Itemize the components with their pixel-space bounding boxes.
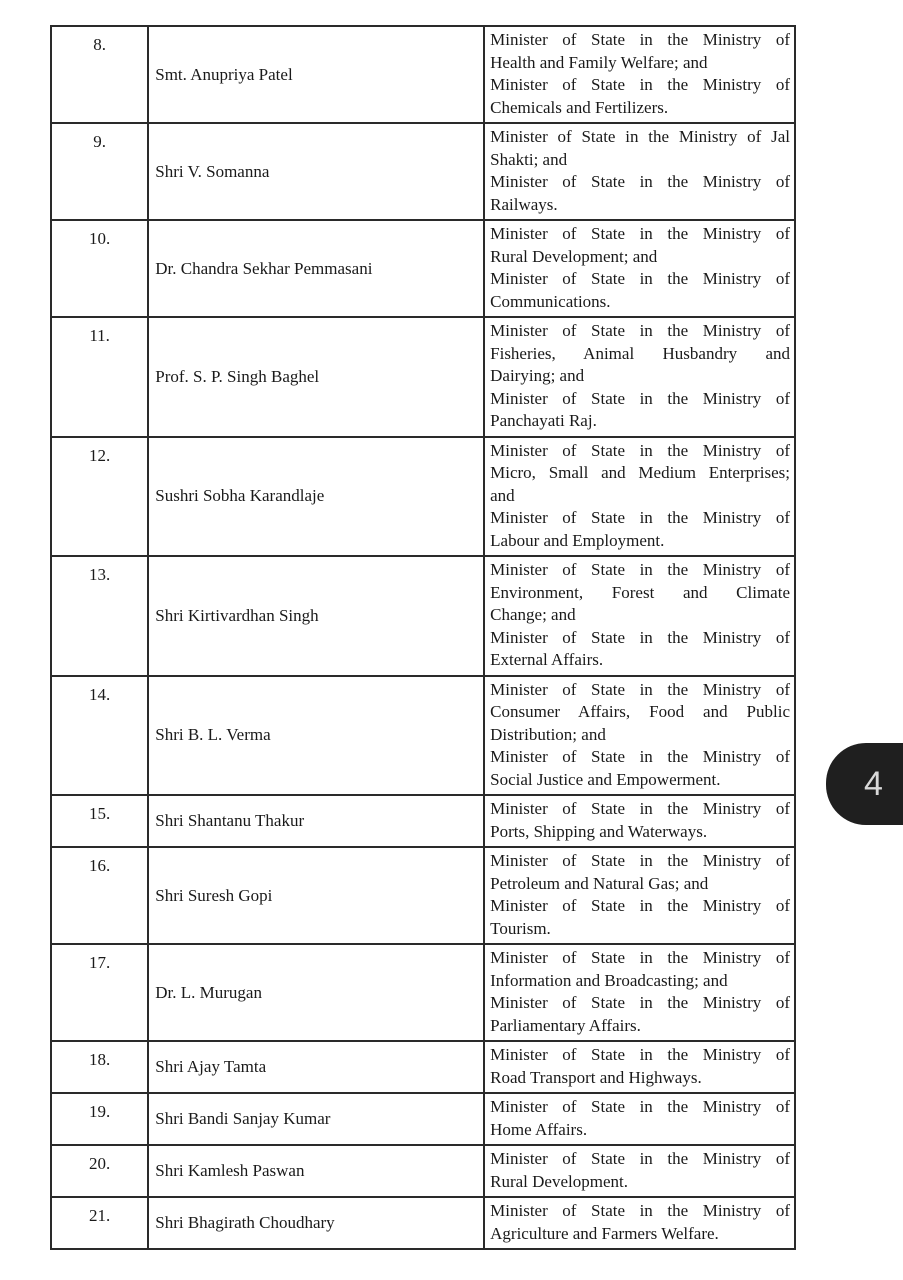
- table-row: [51, 676, 795, 796]
- portfolio-line: Minister of State in the Ministry of: [490, 747, 790, 766]
- serial-number: 16.: [51, 847, 148, 944]
- portfolio-line: Petroleum and Natural Gas; and: [490, 873, 709, 893]
- portfolio: [484, 676, 795, 796]
- portfolio-line: External Affairs.: [490, 650, 604, 669]
- table-row: [51, 556, 795, 676]
- serial-number: 19.: [51, 1093, 148, 1145]
- portfolio-line: Minister of State in the Ministry of: [490, 508, 790, 527]
- portfolio-line: Shakti; and: [490, 149, 568, 169]
- portfolio-line: and: [490, 485, 515, 505]
- portfolio-line: Dairying; and: [490, 366, 585, 385]
- serial-number: 11.: [51, 317, 148, 437]
- table-row: [51, 437, 795, 557]
- portfolio-line: Micro, Small and Medium Enterprises;: [490, 463, 790, 482]
- portfolio-line: Environment, Forest and Climate: [490, 582, 790, 602]
- minister-name: Smt. Anupriya Patel: [148, 26, 484, 123]
- portfolio-line: Minister of State in the Ministry of: [490, 679, 790, 699]
- portfolio: [484, 437, 795, 557]
- minister-name: Shri Suresh Gopi: [148, 847, 484, 944]
- portfolio-line: Ports, Shipping and Waterways.: [490, 821, 708, 841]
- portfolio-line: Minister of State in the Ministry of: [490, 388, 790, 408]
- ministers-table: [50, 25, 796, 1250]
- portfolio: [484, 1041, 795, 1093]
- minister-name: Shri Ajay Tamta: [148, 1041, 484, 1093]
- minister-name: Shri Bandi Sanjay Kumar: [148, 1093, 484, 1145]
- serial-number: 9.: [51, 123, 148, 220]
- portfolio-line: Minister of State in the Ministry of: [490, 321, 790, 340]
- portfolio-line: Chemicals and Fertilizers.: [490, 97, 669, 117]
- table-row: [51, 1197, 795, 1249]
- portfolio: [484, 795, 795, 847]
- portfolio-line: Minister of State in the Ministry of: [490, 75, 790, 94]
- portfolio-line: Home Affairs.: [490, 1119, 588, 1139]
- minister-name: Shri Shantanu Thakur: [148, 795, 484, 847]
- table-row: [51, 1145, 795, 1197]
- minister-name: Dr. L. Murugan: [148, 944, 484, 1041]
- table-row: [51, 795, 795, 847]
- portfolio-line: Parliamentary Affairs.: [490, 1015, 641, 1035]
- serial-number: 12.: [51, 437, 148, 557]
- serial-number: 17.: [51, 944, 148, 1041]
- table-row: [51, 26, 795, 123]
- portfolio-line: Information and Broadcasting; and: [490, 970, 728, 990]
- portfolio-line: Minister of State in the Ministry of: [490, 1097, 790, 1116]
- portfolio: [484, 317, 795, 437]
- portfolio-line: Labour and Employment.: [490, 530, 665, 550]
- portfolio-line: Minister of State in the Ministry of: [490, 948, 790, 967]
- portfolio-line: Minister of State in the Ministry of: [490, 993, 790, 1012]
- portfolio-line: Fisheries, Animal Husbandry and: [490, 343, 790, 363]
- serial-number: 14.: [51, 676, 148, 796]
- table-row: [51, 220, 795, 317]
- portfolio-line: Minister of State in the Ministry of: [490, 1201, 790, 1220]
- portfolio-line: Minister of State in the Ministry of: [490, 30, 790, 49]
- portfolio: [484, 1197, 795, 1249]
- portfolio-line: Minister of State in the Ministry of: [490, 440, 790, 460]
- serial-number: 18.: [51, 1041, 148, 1093]
- minister-name: Shri V. Somanna: [148, 123, 484, 220]
- portfolio-line: Minister of State in the Ministry of: [490, 896, 790, 915]
- portfolio-line: Panchayati Raj.: [490, 411, 597, 430]
- minister-name: Shri B. L. Verma: [148, 676, 484, 796]
- portfolio-line: Tourism.: [490, 918, 551, 938]
- serial-number: 20.: [51, 1145, 148, 1197]
- portfolio-line: Minister of State in the Ministry of: [490, 269, 790, 288]
- portfolio-line: Change; and: [490, 605, 576, 624]
- portfolio-line: Minister of State in the Ministry of: [490, 224, 790, 243]
- minister-name: Sushri Sobha Karandlaje: [148, 437, 484, 557]
- portfolio-line: Minister of State in the Ministry of Jal: [490, 127, 790, 146]
- portfolio-line: Minister of State in the Ministry of: [490, 560, 790, 579]
- portfolio-line: Minister of State in the Ministry of: [490, 627, 790, 647]
- serial-number: 21.: [51, 1197, 148, 1249]
- table-row: [51, 1041, 795, 1093]
- minister-name: Shri Kamlesh Paswan: [148, 1145, 484, 1197]
- portfolio: [484, 944, 795, 1041]
- page-number-badge: 4: [826, 743, 903, 825]
- portfolio-line: Rural Development; and: [490, 246, 658, 266]
- portfolio-line: Communications.: [490, 291, 611, 311]
- portfolio-line: Railways.: [490, 194, 558, 214]
- table-row: [51, 847, 795, 944]
- serial-number: 10.: [51, 220, 148, 317]
- portfolio-line: Minister of State in the Ministry of: [490, 1045, 790, 1064]
- minister-name: Shri Bhagirath Choudhary: [148, 1197, 484, 1249]
- serial-number: 15.: [51, 795, 148, 847]
- portfolio: [484, 1145, 795, 1197]
- minister-name: Prof. S. P. Singh Baghel: [148, 317, 484, 437]
- portfolio: [484, 123, 795, 220]
- portfolio-line: Social Justice and Empowerment.: [490, 769, 721, 789]
- portfolio-line: Minister of State in the Ministry of: [490, 172, 790, 191]
- portfolio-line: Minister of State in the Ministry of: [490, 1149, 790, 1168]
- minister-name: Dr. Chandra Sekhar Pemmasani: [148, 220, 484, 317]
- portfolio: [484, 1093, 795, 1145]
- portfolio-line: Minister of State in the Ministry of: [490, 851, 790, 870]
- table-row: [51, 317, 795, 437]
- portfolio-line: Agriculture and Farmers Welfare.: [490, 1223, 719, 1243]
- portfolio-line: Health and Family Welfare; and: [490, 52, 708, 72]
- table-row: [51, 944, 795, 1041]
- portfolio: [484, 847, 795, 944]
- serial-number: 8.: [51, 26, 148, 123]
- portfolio-line: Minister of State in the Ministry of: [490, 799, 790, 818]
- portfolio: [484, 26, 795, 123]
- portfolio: [484, 220, 795, 317]
- portfolio-line: Rural Development.: [490, 1171, 628, 1191]
- portfolio-line: Distribution; and: [490, 724, 606, 744]
- minister-name: Shri Kirtivardhan Singh: [148, 556, 484, 676]
- table-row: [51, 1093, 795, 1145]
- ministers-table-body: [51, 26, 795, 1249]
- portfolio-line: Consumer Affairs, Food and Public: [490, 702, 790, 721]
- portfolio-line: Road Transport and Highways.: [490, 1067, 702, 1087]
- serial-number: 13.: [51, 556, 148, 676]
- table-row: [51, 123, 795, 220]
- portfolio: [484, 556, 795, 676]
